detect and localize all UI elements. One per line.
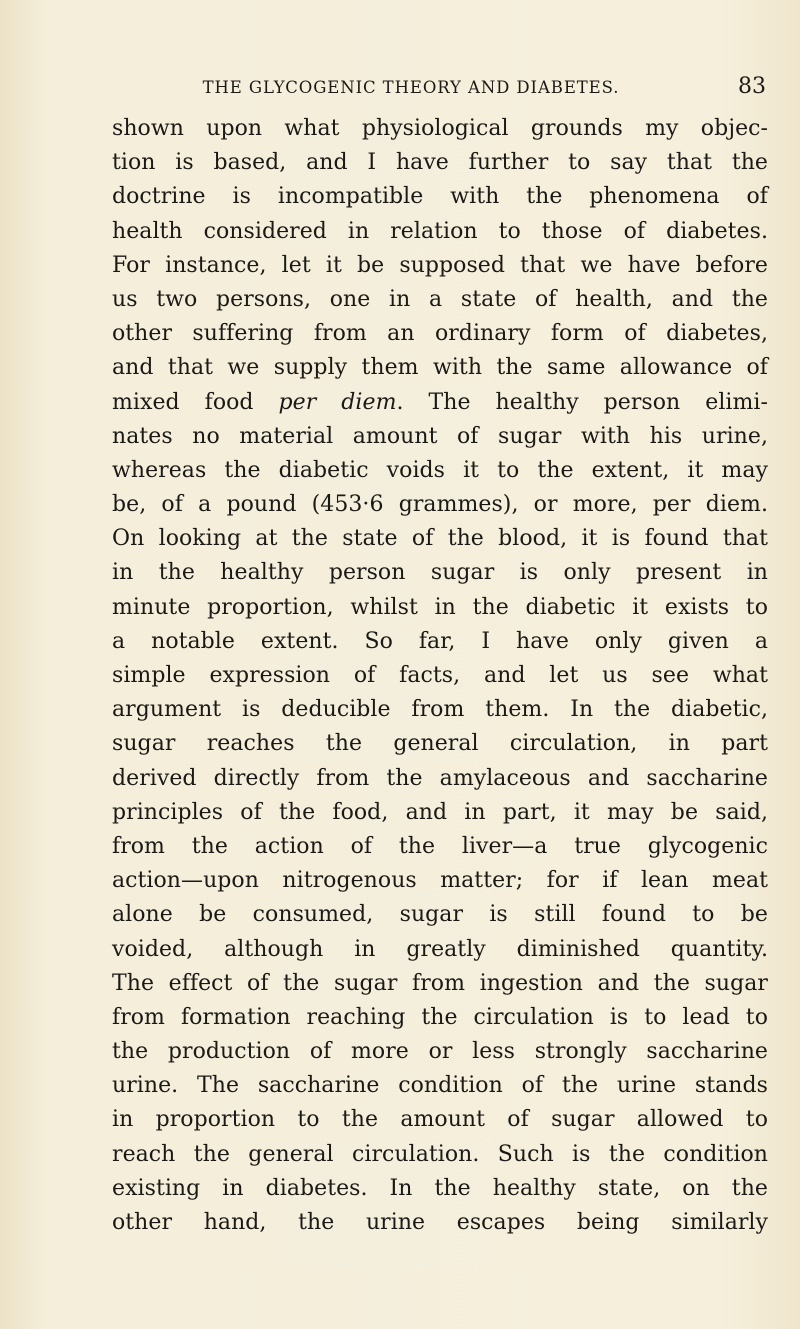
text-line: For instance, let it be supposed that we have before (112, 252, 768, 278)
text-line: shown upon what physiological grounds my objec- (112, 116, 768, 141)
text-line: health considered in relation to those of diabetes. (112, 218, 768, 244)
running-title: THE GLYCOGENIC THEORY AND DIABETES. (202, 78, 620, 97)
text-line: other suffering from an ordinary form of diabetes, (112, 321, 768, 347)
body-text (112, 112, 768, 1240)
text-line: existing in diabetes. In the healthy state, on the (112, 1175, 768, 1201)
text-line: a notable extent. So far, I have only given a (112, 628, 768, 654)
text-line: reach the general circulation. Such is the condition (112, 1141, 768, 1167)
text-fragment: . The healthy person elimi- (396, 389, 768, 415)
text-line: in proportion to the amount of sugar allowed to (112, 1107, 768, 1133)
text-line: voided, although in greatly diminished quantity. (112, 936, 768, 962)
text-line: in the healthy person sugar is only present in (112, 560, 768, 586)
text-line: urine. The saccharine condition of the urine stands (112, 1073, 768, 1099)
text-line: derived directly from the amylaceous and saccharine (112, 765, 768, 791)
text-line: us two persons, one in a state of health, and the (112, 286, 768, 312)
text-line: from the action of the liver—a true glycogenic (112, 833, 768, 859)
text-line: alone be consumed, sugar is still found to be (112, 902, 768, 928)
text-line: The effect of the sugar from ingestion and the sugar (112, 970, 768, 996)
text-line: and that we supply them with the same allowance of (112, 355, 768, 381)
text-line: simple expression of facts, and let us see what (112, 663, 768, 688)
text-line: principles of the food, and in part, it may be said, (112, 799, 768, 825)
text-line: sugar reaches the general circulation, in part (112, 731, 768, 757)
text-line: tion is based, and I have further to say that the (112, 150, 768, 176)
text-line: whereas the diabetic voids it to the extent, it may (112, 457, 768, 483)
text-line: action—upon nitrogenous matter; for if lean meat (112, 868, 768, 894)
italic-phrase: per diem (278, 389, 397, 415)
text-line: On looking at the state of the blood, it is found that (112, 526, 768, 552)
text-fragment: mixed food (112, 389, 279, 415)
text-line: other hand, the urine escapes being similarly (112, 1210, 768, 1235)
text-line: from formation reaching the circulation is to lead to (112, 1004, 768, 1030)
text-line-italic-phrase (112, 386, 768, 420)
running-head (112, 74, 766, 104)
text-line: be, of a pound (453·6 grammes), or more, per diem. (112, 492, 768, 518)
text-line: argument is deducible from them. In the diabetic, (112, 697, 768, 723)
text-line: the production of more or less strongly saccharine (112, 1039, 768, 1065)
text-line: minute proportion, whilst in the diabetic it exists to (112, 594, 768, 620)
text-line: nates no material amount of sugar with his urine, (112, 423, 768, 449)
page-number: 83 (738, 74, 766, 99)
text-line: doctrine is incompatible with the phenomena of (112, 184, 768, 210)
